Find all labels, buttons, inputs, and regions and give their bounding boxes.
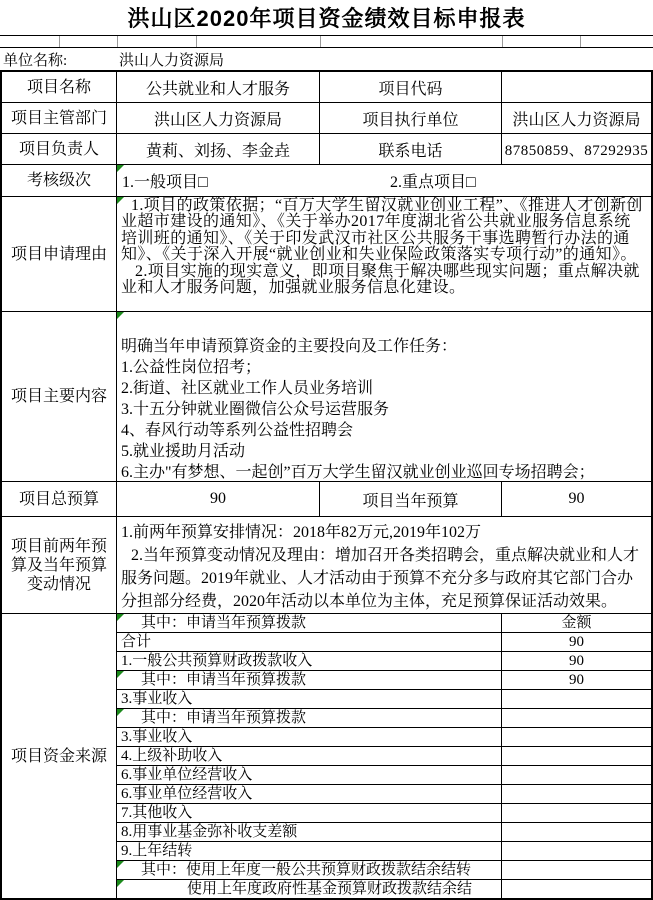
- dept-label: 项目主管部门: [2, 103, 117, 133]
- assessment-option-key[interactable]: 2.重点项目□: [390, 174, 476, 191]
- page-title: 洪山区2020年项目资金绩效目标申报表: [127, 6, 526, 31]
- funding-item-amount: [502, 823, 651, 841]
- content-line: 4、春风行动等系列公益性招聘会: [121, 422, 354, 439]
- reason-text: [117, 197, 651, 311]
- funding-line: [117, 880, 651, 898]
- funding-item-amount: [502, 785, 651, 803]
- funding-item-amount: [502, 709, 651, 727]
- funding-item-amount: [502, 842, 651, 860]
- funding-item-name: 8.用事业基金弥补收支差额: [117, 823, 502, 841]
- funding-line: [117, 747, 651, 766]
- funding-item-amount: [502, 880, 651, 898]
- exec-unit-label: 项目执行单位: [320, 103, 502, 133]
- content-intro: 明确当年申请预算资金的主要投向及工作任务：: [121, 338, 458, 355]
- content-line: 6.主办"有梦想、一起创”百万大学生留汉就业创业巡回专场招聘会；: [121, 464, 595, 481]
- funding-item-name: 合计: [117, 633, 502, 651]
- funding-line: [117, 652, 651, 671]
- reason-label: 项目申请理由: [2, 197, 117, 311]
- table-row: [2, 103, 651, 134]
- phone-value: 87850859、87292935: [504, 142, 649, 159]
- funding-item-amount: [502, 861, 651, 879]
- funding-row: [2, 614, 651, 898]
- exec-unit-value: 洪山区人力资源局: [512, 111, 641, 129]
- total-budget-label: 项目总预算: [2, 482, 117, 516]
- content-label: 项目主要内容: [2, 312, 117, 481]
- funding-item-amount: [502, 728, 651, 746]
- leader-value: 黄莉、刘扬、李金垚: [117, 134, 320, 164]
- funding-line: [117, 633, 651, 652]
- table-row: [2, 72, 651, 103]
- funding-item-name: 其中：申请当年预算拨款: [117, 671, 502, 689]
- history-row: [2, 517, 651, 614]
- error-indicator-triangle: [117, 312, 124, 319]
- error-indicator-triangle: [117, 165, 124, 172]
- leader-label: 项目负责人: [2, 134, 117, 164]
- funding-line: [117, 690, 651, 709]
- funding-item-amount: 90: [569, 634, 584, 650]
- assessment-option-general[interactable]: 1.一般项目□: [122, 174, 208, 191]
- funding-item-name: 6.事业单位经营收入: [117, 766, 502, 784]
- funding-item-name: 其中：申请当年预算拨款: [117, 709, 502, 727]
- content-row: [2, 312, 651, 482]
- table-row: [2, 134, 651, 165]
- funding-line: [117, 823, 651, 842]
- funding-line: [117, 842, 651, 861]
- history-paragraph-2: 2.当年预算变动情况及理由：增加召开各类招聘会，重点解决就业和人才服务问题。2019年就业、人才活动由于预算不充分多与政府其它部门合办分担部分经费，2020年活动以本单位为主体，充足预算保证活动效果。: [121, 547, 640, 610]
- funding-item-amount: 90: [569, 653, 584, 669]
- error-indicator-triangle: [117, 671, 124, 678]
- history-text: [117, 517, 651, 613]
- funding-line: [117, 614, 651, 633]
- funding-item-name: 1.一般公共预算财政拨款收入: [117, 652, 502, 670]
- reason-row: [2, 197, 651, 312]
- funding-item-amount: [502, 804, 651, 822]
- funding-item-amount: [502, 690, 651, 708]
- year-budget-label: 项目当年预算: [320, 482, 502, 516]
- error-indicator-triangle: [117, 197, 124, 204]
- assessment-options: [117, 165, 651, 196]
- funding-line: [117, 728, 651, 747]
- unit-name-label: 单位名称:: [3, 52, 68, 69]
- error-indicator-triangle: [117, 709, 124, 716]
- reason-paragraph-1: 1.项目的政策依据；“百万大学生留汉就业创业工程”、《推进人才创新创业超市建设的通知》、《关于举办2017年度湖北省公共就业服务信息系统培训班的通知》、《关于印发武汉市社区公共服务干事选聘暂行办法的通知》、《关于深入开展“就业创业和失业保险政策落实专项行动”的通知》。: [121, 197, 643, 264]
- funding-line: [117, 671, 651, 690]
- history-paragraph-1: 1.前两年预算安排情况：2018年82万元,2019年102万: [121, 524, 482, 541]
- assessment-label: 考核级次: [2, 165, 117, 196]
- empty-grid-row: [0, 35, 653, 48]
- funding-item-amount: [502, 747, 651, 765]
- reason-paragraph-2: 2.项目实施的现实意义，即项目聚焦于解决哪些现实问题；重点解决就业和人才服务问题，加强就业服务信息化建设。: [121, 262, 640, 297]
- funding-item-amount: [502, 766, 651, 784]
- declaration-table: [0, 70, 653, 900]
- error-indicator-triangle: [117, 861, 124, 868]
- funding-line: [117, 804, 651, 823]
- content-line: 2.街道、社区就业工作人员业务培训: [121, 380, 374, 397]
- project-name-label: 项目名称: [2, 72, 117, 102]
- unit-name-row: [0, 48, 653, 70]
- content-line: 1.公益性岗位招考；: [121, 359, 262, 376]
- funding-item-amount: 金额: [561, 615, 592, 631]
- funding-item-name: 3.事业收入: [117, 690, 502, 708]
- project-code-label: 项目代码: [320, 72, 502, 102]
- error-indicator-triangle: [117, 614, 124, 621]
- funding-item-name: 9.上年结转: [117, 842, 502, 860]
- funding-item-name: 其中：使用上年度一般公共预算财政拨款结余结转: [117, 861, 502, 879]
- funding-line: [117, 766, 651, 785]
- year-budget-value: 90: [568, 490, 585, 507]
- project-code-value: [502, 72, 651, 102]
- funding-item-name: 其中：申请当年预算拨款: [117, 614, 502, 632]
- funding-item-name: 3.事业收入: [117, 728, 502, 746]
- budget-row: [2, 482, 651, 517]
- funding-table: [117, 614, 651, 898]
- assessment-row: [2, 165, 651, 197]
- content-line: 5.就业援助月活动: [121, 443, 246, 460]
- unit-name-value: 洪山人力资源局: [119, 52, 225, 69]
- dept-value: 洪山区人力资源局: [117, 103, 320, 133]
- phone-label: 联系电话: [320, 134, 502, 164]
- funding-line: [117, 785, 651, 804]
- project-name-value: 公共就业和人才服务: [117, 72, 320, 102]
- content-line: 3.十五分钟就业圈微信公众号运营服务: [121, 401, 390, 418]
- funding-line: [117, 709, 651, 728]
- funding-item-name: 6.事业单位经营收入: [117, 785, 502, 803]
- funding-label: 项目资金来源: [2, 614, 117, 898]
- content-text: [117, 312, 651, 481]
- funding-item-name: 7.其他收入: [117, 804, 502, 822]
- total-budget-value: 90: [117, 482, 320, 516]
- error-indicator-triangle: [117, 880, 124, 887]
- funding-item-name: 4.上级补助收入: [117, 747, 502, 765]
- funding-item-name: 使用上年度政府性基金预算财政拨款结余结: [117, 880, 502, 898]
- funding-item-amount: 90: [569, 672, 584, 688]
- history-label: 项目前两年预算及当年预算变动情况: [2, 517, 117, 613]
- funding-line: [117, 861, 651, 880]
